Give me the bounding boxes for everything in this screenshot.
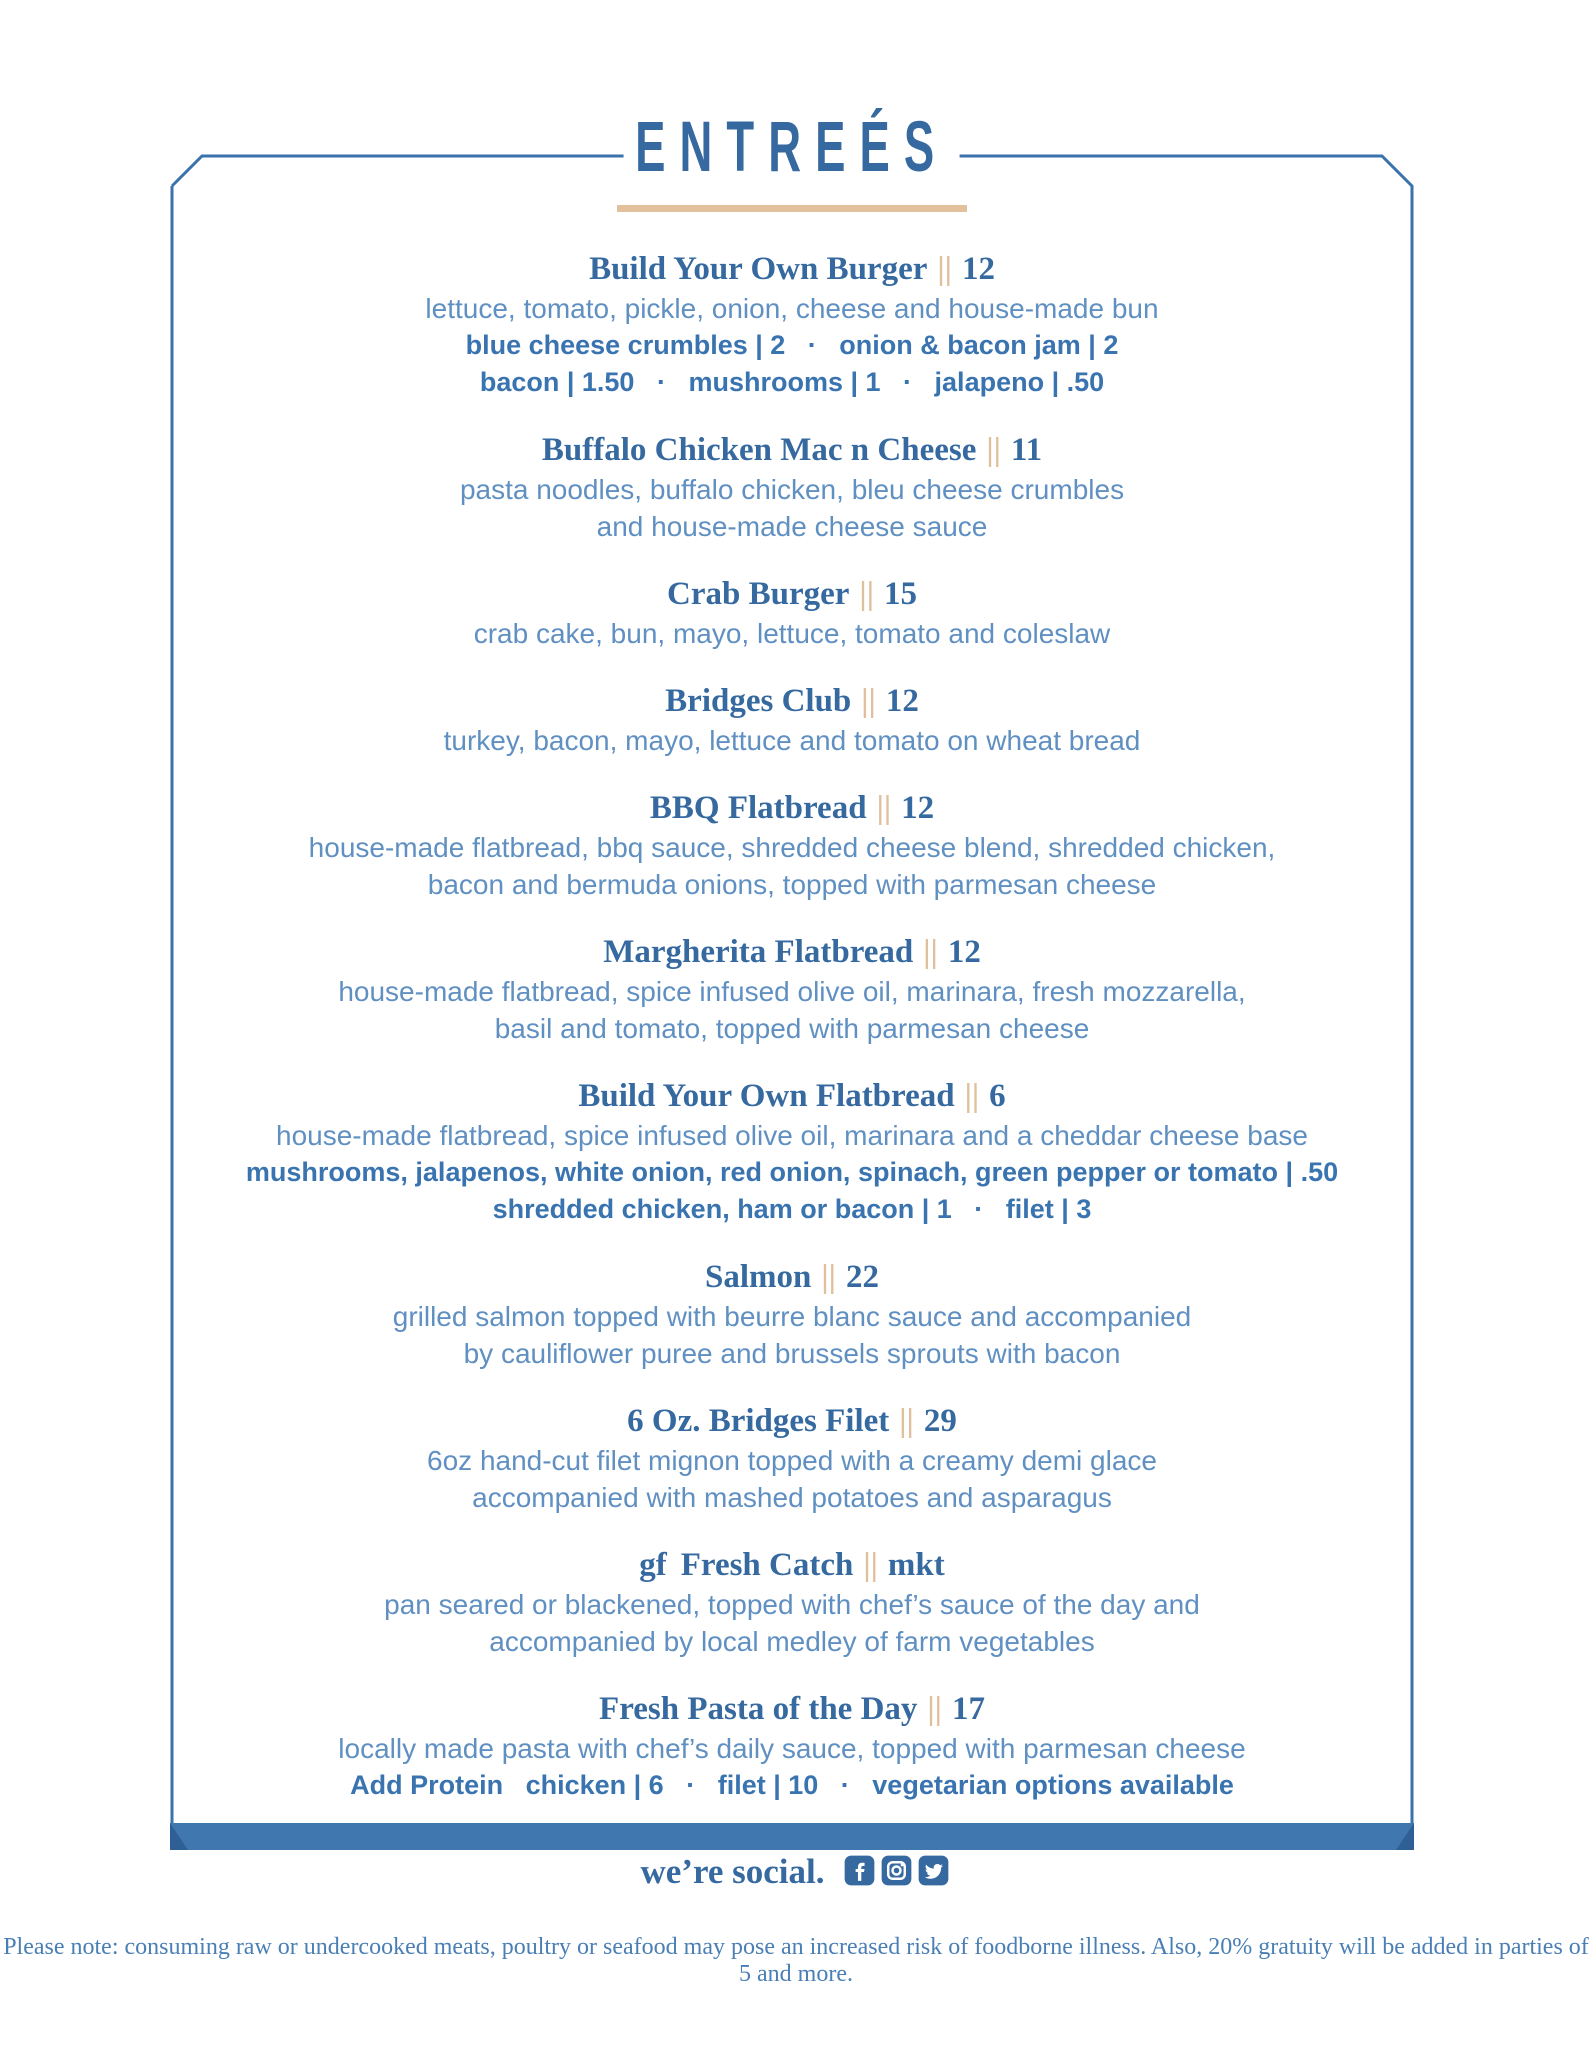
item-title xyxy=(170,1075,1414,1117)
item-name: Fresh Pasta of the Day xyxy=(599,1691,918,1727)
menu-item xyxy=(170,680,1414,759)
item-name: Salmon xyxy=(705,1259,812,1295)
item-option-line: Add Protein chicken | 6 · filet | 10 · vegetarian options available xyxy=(350,1770,1234,1800)
item-description-line: 6oz hand-cut filet mignon topped with a creamy demi glace xyxy=(427,1445,1157,1476)
price-separator: || xyxy=(923,934,938,970)
item-name: Buffalo Chicken Mac n Cheese xyxy=(541,432,977,468)
item-description-line: turkey, bacon, mayo, lettuce and tomato on wheat bread xyxy=(443,725,1141,756)
price-separator: || xyxy=(821,1259,836,1295)
price-separator: || xyxy=(899,1403,914,1439)
item-price: 12 xyxy=(961,251,995,287)
item-title xyxy=(170,931,1414,973)
item-description-line: lettuce, tomato, pickle, onion, cheese and house-made bun xyxy=(425,293,1159,324)
item-name: Margherita Flatbread xyxy=(603,934,914,970)
item-price: 22 xyxy=(845,1259,879,1295)
page-title: ENTREÉS xyxy=(624,112,960,183)
menu-item xyxy=(170,248,1414,401)
price-separator: || xyxy=(964,1078,980,1114)
item-title xyxy=(170,1544,1414,1586)
item-title xyxy=(170,429,1414,471)
price-separator: || xyxy=(859,576,874,612)
item-name: Fresh Catch xyxy=(680,1547,854,1583)
menu-item xyxy=(170,573,1414,652)
menu-item xyxy=(170,1400,1414,1516)
item-price: 12 xyxy=(947,934,981,970)
item-title xyxy=(170,1256,1414,1298)
item-description-line: pan seared or blackened, topped with chef’s sauce of the day and xyxy=(384,1589,1200,1620)
menu-card xyxy=(170,108,1414,1850)
menu-item xyxy=(170,787,1414,903)
item-name: BBQ Flatbread xyxy=(649,790,867,826)
item-title xyxy=(170,1688,1414,1730)
item-price: 11 xyxy=(1010,432,1043,468)
item-description-line: basil and tomato, topped with parmesan cheese xyxy=(494,1013,1090,1044)
item-option-line: mushrooms, jalapenos, white onion, red onion, spinach, green pepper or tomato | .50 xyxy=(245,1157,1339,1187)
price-separator: || xyxy=(986,432,1001,468)
menu-item xyxy=(170,931,1414,1047)
item-price: 12 xyxy=(885,683,919,719)
instagram-icon[interactable] xyxy=(881,1855,912,1886)
item-price: 6 xyxy=(989,1078,1006,1114)
item-price: 17 xyxy=(951,1691,985,1727)
menu-item xyxy=(170,1256,1414,1372)
facebook-icon[interactable] xyxy=(844,1855,875,1886)
item-price: 15 xyxy=(883,576,917,612)
menu-item xyxy=(170,1075,1414,1228)
item-option-line: bacon | 1.50 · mushrooms | 1 · jalapeno | .50 xyxy=(479,367,1105,397)
social-label: we’re social. xyxy=(640,1852,825,1891)
item-title xyxy=(170,680,1414,722)
item-price: 12 xyxy=(901,790,935,826)
price-separator: || xyxy=(927,1691,942,1727)
social-row xyxy=(0,1852,1592,1892)
item-name: Crab Burger xyxy=(667,576,850,612)
menu-item xyxy=(170,429,1414,545)
item-description-line: and house-made cheese sauce xyxy=(596,511,988,542)
item-title xyxy=(170,573,1414,615)
item-option-line: shredded chicken, ham or bacon | 1 · filet | 3 xyxy=(492,1194,1092,1224)
item-option-line: blue cheese crumbles | 2 · onion & bacon jam | 2 xyxy=(465,330,1119,360)
item-description-line: house-made flatbread, spice infused olive oil, marinara and a cheddar cheese base xyxy=(276,1120,1308,1151)
menu-item xyxy=(170,1688,1414,1804)
title-divider xyxy=(617,205,967,212)
item-description-line: accompanied with mashed potatoes and asparagus xyxy=(472,1482,1112,1513)
item-price: 29 xyxy=(923,1403,957,1439)
twitter-icon[interactable] xyxy=(918,1855,949,1886)
item-description-line: accompanied by local medley of farm vegetables xyxy=(489,1626,1095,1657)
item-description-line: crab cake, bun, mayo, lettuce, tomato and coleslaw xyxy=(473,618,1111,649)
item-price: mkt xyxy=(887,1547,945,1583)
price-separator: || xyxy=(863,1547,878,1583)
item-description-line: locally made pasta with chef’s daily sauce, topped with parmesan cheese xyxy=(338,1733,1246,1764)
menu-items xyxy=(170,248,1414,1804)
item-description-line: grilled salmon topped with beurre blanc sauce and accompanied xyxy=(392,1301,1192,1332)
price-separator: || xyxy=(937,251,952,287)
price-separator: || xyxy=(876,790,892,826)
item-name: Bridges Club xyxy=(665,683,852,719)
item-description-line: pasta noodles, buffalo chicken, bleu cheese crumbles xyxy=(459,474,1125,505)
item-description-line: house-made flatbread, bbq sauce, shredded cheese blend, shredded chicken, xyxy=(308,832,1276,863)
menu-item xyxy=(170,1544,1414,1660)
price-separator: || xyxy=(861,683,876,719)
item-description-line: by cauliflower puree and brussels sprouts with bacon xyxy=(463,1338,1121,1369)
bottom-ribbon xyxy=(170,1823,1414,1850)
item-title xyxy=(170,248,1414,290)
item-gf-badge: gf xyxy=(639,1547,667,1583)
menu-content xyxy=(170,154,1414,1832)
item-description-line: house-made flatbread, spice infused olive oil, marinara, fresh mozzarella, xyxy=(338,976,1246,1007)
item-name: Build Your Own Burger xyxy=(589,251,928,287)
item-title xyxy=(170,1400,1414,1442)
item-name: Build Your Own Flatbread xyxy=(578,1078,955,1114)
disclaimer-text: Please note: consuming raw or undercooked meats, poultry or seafood may pose an increased risk of foodborne illness. Also, 20% gratuity will be added in parties of 5 and more. xyxy=(3,1934,1589,1987)
item-description-line: bacon and bermuda onions, topped with parmesan cheese xyxy=(427,869,1157,900)
item-title xyxy=(170,787,1414,829)
item-name: 6 Oz. Bridges Filet xyxy=(627,1403,890,1439)
